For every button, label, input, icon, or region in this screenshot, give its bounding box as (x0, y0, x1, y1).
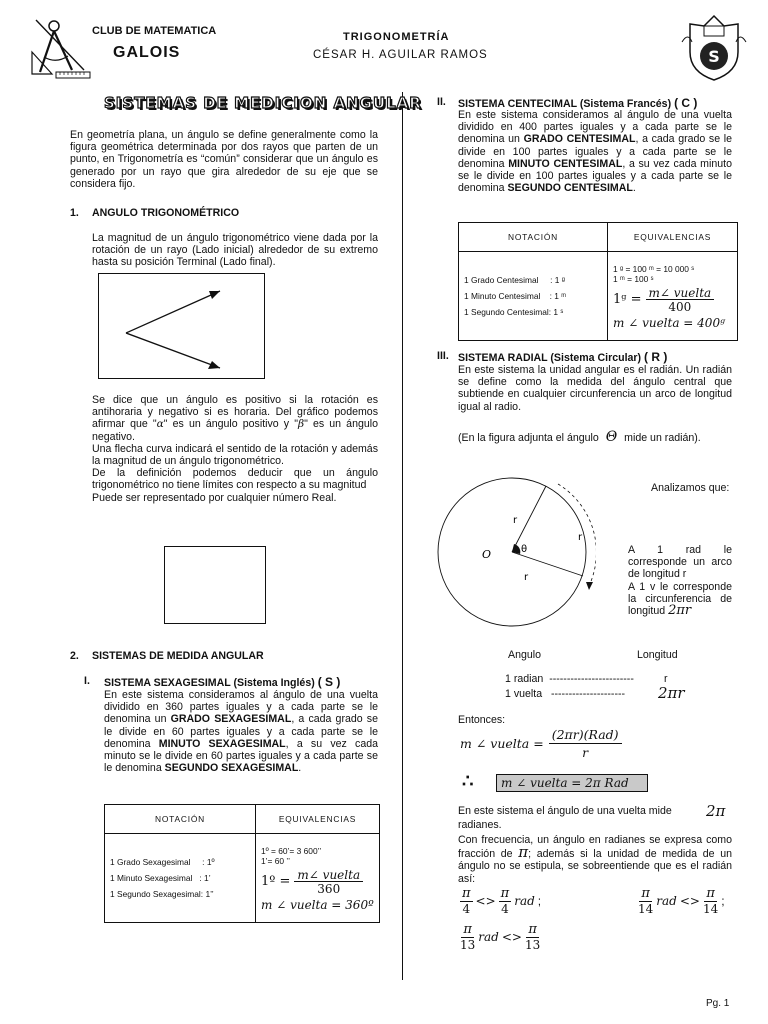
theta-label: θ (521, 544, 528, 555)
compass-logo-icon (30, 12, 92, 80)
sexagesimal-paragraph: En este sistema consideramos al ángulo de una vuelta dividido en 360 partes iguales y a cada parte se le denomina un GRADO SEXAGESIMAL, a cada grado se le divide en 60 partes iguales y a cada parte se le denomina MINUTO SEXAGESIMAL, a su vez cada minuto se le divide en 60 partes iguales y a cada parte se le denomina SEGUNDO SEXAGESIMAL. (104, 689, 378, 775)
centesimal-title: SISTEMA CENTECIMAL (Sistema Francés) ( C ) (458, 96, 698, 110)
section1-sign-paragraph: Se dice que un ángulo es positivo si la rotación es antihoraria y negativo si es horaria. Del gráfico podemos afirmar que "α" es un ángulo positivo y "β" es un ángulo negativo. Una flecha curva indicará el sentido de la rotación y además la magnitud de un ángulo trigonométrico. De la definición podemos deducir que un ángulo trigonométrico no tiene límites con respecto a su magnitud Puede ser representado por cualquier número Real. (92, 394, 378, 504)
table-header-notation: NOTACIÓN (459, 223, 608, 252)
notation-cell: 1 Grado Centesimal : 1 ᵍ 1 Minuto Centesimal : 1 ᵐ 1 Segundo Centesimal: 1 ˢ (459, 252, 608, 341)
table-header-equivalences: EQUIVALENCIAS (256, 805, 380, 834)
vuelta-row: 1 vuelta --------------------- (505, 688, 626, 700)
centesimal-paragraph: En este sistema consideramos al ángulo de una vuelta dividido en 400 partes iguales y a cada parte se le denomina un GRADO CENTESIMAL, a cada grado se le divide en 100 partes iguales y a cada parte se le denomina MINUTO CENTESIMAL, a su vez cada minuto se le divide en 100 partes iguales y a cada parte se le denomina SEGUNDO CENTESIMAL. (458, 109, 732, 195)
radial-figure-note: (En la figura adjunta el ángulo Θ mide un radián). (458, 429, 701, 445)
sexagesimal-title: SISTEMA SEXAGESIMAL (Sistema Inglés) ( S ) (104, 675, 341, 689)
page-title: SISTEMAS DE MEDICION ANGULAR (104, 94, 422, 112)
page-number: Pg. 1 (706, 998, 730, 1009)
example-3: π 13 rad <> π 13 (460, 922, 541, 952)
table-header-equivalences: EQUIVALENCIAS (608, 223, 738, 252)
angle-diagram (98, 273, 266, 380)
origin-label: O (482, 548, 492, 561)
author-name: CÉSAR H. AGUILAR RAMOS (313, 49, 488, 61)
arc-label: r (578, 532, 583, 543)
radial-paragraph: En este sistema la unidad angular es el radián. Un radián se define como la medida del ángulo central que subtiende en cualquier circunferencia un arco de longitud igual al radio. (458, 364, 732, 413)
sexagesimal-number: I. (84, 675, 90, 687)
equivalence-cell: 1 ᵍ = 100 ᵐ = 10 000 ˢ 1 ᵐ = 100 ˢ 1ᵍ = m∠ vuelta 400 m ∠ vuelta = 400ᵍ (608, 252, 738, 341)
intro-paragraph: En geometría plana, un ángulo se define generalmente como la figura geométrica determinada por dos rayos que parten de un punto, en Trigonometría es “común” considerar que un ángulo es generado por un rayo que gira alrededor de su eje que se considera fijo. (70, 129, 378, 190)
radial-side-text: A 1 rad le corresponde un arco de longitud r A 1 v le corresponde la circunferencia de longitud 2πr (628, 544, 732, 619)
radian-circle-diagram (428, 476, 596, 646)
alpha-symbol: α (156, 418, 164, 431)
section1-number: 1. (70, 207, 79, 219)
two-pi-value: 2π (706, 802, 726, 820)
table-header-notation: NOTACIÓN (105, 805, 256, 834)
club-name: CLUB DE MATEMATICA (92, 25, 217, 37)
sexa-fraction: 1º = m∠ vuelta 360 (261, 870, 374, 894)
radius-label-2: r (524, 572, 529, 583)
radial-equation: m ∠ vuelta = (2πr)(Rad) r (460, 727, 622, 760)
centesimal-total: m ∠ vuelta = 400ᵍ (613, 316, 725, 330)
section2-number: 2. (70, 650, 79, 662)
radius-label-1: r (513, 515, 518, 526)
equivalence-cell: 1º = 60’= 3 600’’ 1’= 60 ’’ 1º = m∠ vuelta 360 m ∠ vuelta = 360º (256, 834, 380, 923)
frequency-paragraph: Con frecuencia, un ángulo en radianes se expresa como fracción de π; además si la unidad de medida de un ángulo no se estipula, se sobreentiende que es el radián así: (458, 834, 732, 885)
example-2: π 14 rad <> π 14 ; (638, 886, 725, 916)
club-title: GALOIS (113, 44, 181, 61)
crest-letter: S (708, 47, 720, 66)
radial-number: III. (437, 350, 449, 362)
analizamos-label: Analizamos que: (651, 482, 730, 494)
radian-row: 1 radian ------------------------ (505, 673, 634, 685)
angle-column-header: Angulo (508, 649, 541, 661)
length-column-header: Longitud (637, 649, 678, 661)
radian-row-length: r (664, 673, 668, 685)
example-1: π 4 <> π 4 rad ; (462, 886, 542, 916)
empty-figure-box (164, 546, 266, 624)
section2-title: SISTEMAS DE MEDIDA ANGULAR (92, 650, 264, 662)
section1-paragraph: La magnitud de un ángulo trigonométrico viene dada por la rotación de un rayo (Lado inicial) alrededor de su extremo hasta su posición Terminal (Lado final). (92, 232, 378, 269)
result-box: m ∠ vuelta = 2π Rad (496, 774, 648, 792)
radianes-label: radianes. (458, 819, 502, 831)
sexa-total: m ∠ vuelta = 360º (261, 898, 374, 912)
column-divider (402, 92, 403, 980)
section1-title: ANGULO TRIGONOMÉTRICO (92, 207, 240, 219)
therefore-symbol: ∴ (462, 771, 474, 791)
beta-symbol: β (297, 418, 305, 431)
centesimal-fraction: 1ᵍ = m∠ vuelta 400 (613, 288, 732, 312)
entonces-label: Entonces: (458, 714, 506, 726)
crest-logo-icon (680, 12, 748, 82)
notation-cell: 1 Grado Sexagesimal : 1º 1 Minuto Sexagesimal : 1’ 1 Segundo Sexagesimal: 1’’ (105, 834, 256, 923)
vuelta-row-length: 2πr (658, 684, 685, 702)
subject-title: TRIGONOMETRÍA (343, 31, 450, 43)
radial-title: SISTEMA RADIAL (Sistema Circular) ( R ) (458, 350, 668, 364)
centesimal-number: II. (437, 96, 446, 108)
vuelta-sentence: En este sistema el ángulo de una vuelta mide (458, 805, 672, 817)
sexagesimal-table (104, 804, 380, 923)
centesimal-table (458, 222, 738, 341)
